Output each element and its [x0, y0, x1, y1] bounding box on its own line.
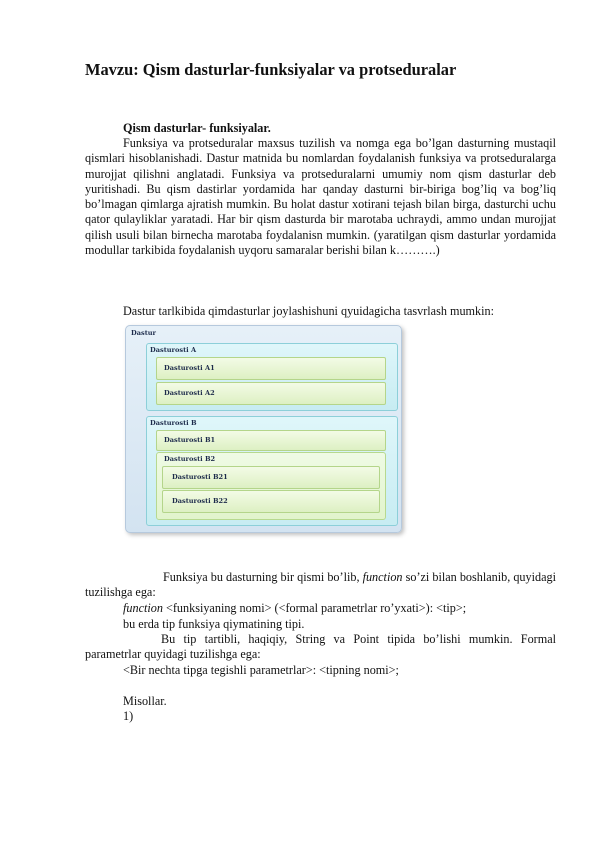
example-number: 1) [123, 709, 134, 723]
function-intro-text: Funksiya bu dasturning bir qismi bo’lib, [163, 570, 360, 584]
diagram-b22-label: Dasturosti B22 [172, 497, 228, 505]
function-syntax-rest: <funksiyaning nomi> (<formal parametrlar ro’yxati>): <tip>; [162, 601, 467, 615]
section-heading: Qism dasturlar- funksiyalar. [123, 121, 271, 135]
diagram-a2-label: Dasturosti A2 [164, 389, 215, 397]
diagram-b2-label: Dasturosti B2 [164, 455, 216, 463]
diagram-group-a-label: Dasturosti A [150, 346, 197, 354]
function-syntax-line [123, 601, 466, 616]
paragraph-function-definition [85, 570, 556, 601]
paragraph-tip-types: Bu tip tartibli, haqiqiy, String va Point tipida bo’lishi mumkin. Formal parametrlar quyidagi tuzilishga ega: [85, 632, 556, 662]
diagram-root-label: Dastur [131, 329, 157, 337]
diagram-b1-label: Dasturosti B1 [164, 436, 216, 444]
paragraph-intro: Funksiya va protseduralar maxsus tuzilish va nomga ega bo’lgan dasturning mustaqil qismlari hisoblanishadi. Dastur matnida bu nomlardan foydalanish funksiya va protseduralarga murojjat qilishni anglatadi. Funksiya va protseduralarni umumiy nom qism dasturlar deb yuritishadi. Bu qism dastirlar yordamida har qanday dasturni bir-biriga bog’liq va bog’liq bo’lmagan qimlarga ajratish mumkin. Bu holat dastur xotirani tejash bilan birga, dasturchi uchu qator qulayliklar yaratadi. Har bir qism dasturda bir marotaba uchraydi, ammo undan murojjat qilish usuli bilan birnecha marotaba foydalanisn mumkin. (yaratilgan qism dasturlar yordamida modullar tarkibida foydalanish uyqoru samaralar berishi bilan k……….) [85, 136, 556, 258]
function-keyword-inline: function [362, 570, 403, 584]
diagram-b21-label: Dasturosti B21 [172, 473, 228, 481]
diagram-group-b-label: Dasturosti B [150, 419, 197, 427]
function-syntax-keyword: function [123, 601, 163, 615]
diagram-a1-label: Dasturosti A1 [164, 364, 215, 372]
params-syntax-line: <Bir nechta tipga tegishli parametrlar>: <tipning nomi>; [123, 663, 399, 677]
function-intro-text-end: so’zi bilan boshlanib, quyidagi tuzilishga ega: [85, 570, 556, 600]
paragraph-diagram-intro: Dastur tarlkibida qimdasturlar joylashishuni qyuidagicha tasvrlash mumkin: [123, 304, 494, 318]
page-title: Mavzu: Qism dasturlar-funksiyalar va protseduralar [85, 60, 457, 79]
tip-explanation-line: bu erda tip funksiya qiymatining tipi. [123, 617, 305, 631]
examples-label: Misollar. [123, 694, 167, 708]
